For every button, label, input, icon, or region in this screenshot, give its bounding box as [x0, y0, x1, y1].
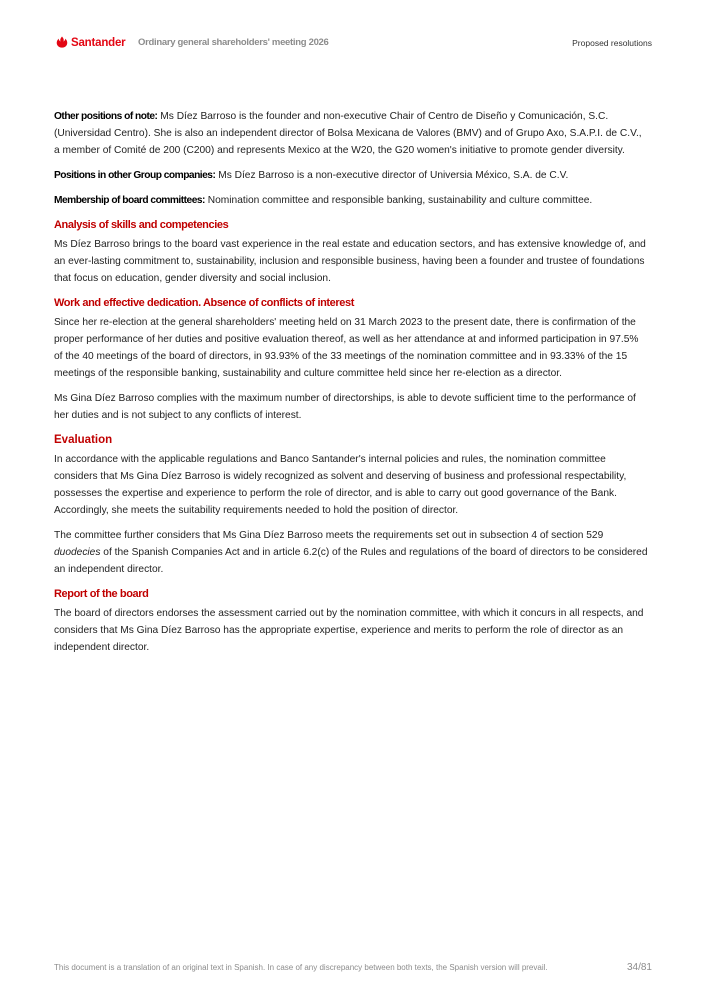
dedication-paragraph-1: Since her re-election at the general shareholders' meeting held on 31 March 2023 to the present date, there is confirmation of the proper performance of her duties and positive evaluation thereof, as well as her attendance at and informed participation in 97.5% of the 40 meetings of the board of directors, in 93.93% of the 33 meetings of the nomination committee and in 93.33% of the 15 meetings of the responsible banking, sustainability and culture committee held since her re-election as a director. — [54, 317, 639, 379]
other-positions-text: Ms Díez Barroso is the founder and non-executive Chair of Centro de Diseño y Comunicación, S.C. (Universidad Centro). She is also an independent director of Bolsa Mexicana de Valores (BMV) and of Grupo Axo, S.A.P.I. de C.V., a member of Comité de 200 (C200) and represents Mexico at the W20, the G20 women's initiative to promote gender diversity. — [54, 111, 642, 156]
page-number: 34/81 — [626, 962, 652, 973]
santander-logo — [56, 36, 125, 49]
evaluation-p2-end: of the Spanish Companies Act and in article 6.2(c) of the Rules and regulations of the board of directors to be considered an independent director. — [54, 547, 648, 575]
group-positions-label: Positions in other Group companies: — [54, 170, 216, 181]
document-title: Ordinary general shareholders' meeting 2026 — [138, 37, 329, 48]
skills-heading: Analysis of skills and competencies — [54, 219, 229, 231]
page-header — [56, 36, 652, 52]
skills-text: Ms Díez Barroso brings to the board vast experience in the real estate and education sectors, and has extensive knowledge of, and an ever-lasting commitment to, sustainability, inclusion and responsible business, having been a founder and trustee of foundations that focus on education, gender diversity and social inclusion. — [54, 239, 646, 284]
other-positions-label: Other positions of note: — [54, 111, 158, 122]
report-text: The board of directors endorses the assessment carried out by the nomination committee, with which it concurs in all respects, and considers that Ms Gina Díez Barroso has the appropriate expertise, experience and merits to perform the role of director as an independent director. — [54, 608, 644, 653]
report-heading: Report of the board — [54, 588, 149, 600]
evaluation-paragraph-2 — [54, 527, 648, 578]
committees-paragraph — [54, 192, 648, 209]
committees-text: Nomination committee and responsible banking, sustainability and culture committee. — [204, 195, 593, 206]
other-positions-paragraph — [54, 108, 648, 159]
evaluation-heading: Evaluation — [54, 434, 113, 446]
footer-disclaimer: This document is a translation of an original text in Spanish. In case of any discrepancy between both texts, the Spanish version will prevail. — [54, 963, 548, 972]
flame-icon — [56, 36, 68, 49]
evaluation-paragraph-1: In accordance with the applicable regulations and Banco Santander's internal policies and rules, the nomination committee considers that Ms Gina Díez Barroso is widely recognized as solvent and deserving of business and professional respectability, possesses the expertise and experience to perform the role of director, and is able to carry out good governance of the Bank. Accordingly, she meets the suitability requirements needed to hold the position of director. — [54, 454, 627, 516]
evaluation-p2-start: The committee further considers that Ms Gina Díez Barroso meets the requirements set out in subsection 4 of section 529 — [54, 530, 604, 541]
main-content — [54, 108, 648, 664]
evaluation-p2-italic: duodecies — [54, 547, 101, 558]
dedication-paragraph-2: Ms Gina Díez Barroso complies with the maximum number of directorships, is able to devote sufficient time to the performance of her duties and is not subject to any conflicts of interest. — [54, 393, 636, 421]
section-label: Proposed resolutions — [572, 38, 652, 48]
logo-text: Santander — [71, 36, 126, 49]
committees-label: Membership of board committees: — [54, 195, 205, 206]
group-positions-paragraph — [54, 167, 648, 184]
dedication-heading: Work and effective dedication. Absence of conflicts of interest — [54, 297, 354, 309]
group-positions-text: Ms Díez Barroso is a non-executive director of Universia México, S.A. de C.V. — [215, 170, 569, 181]
page-footer — [54, 963, 652, 972]
